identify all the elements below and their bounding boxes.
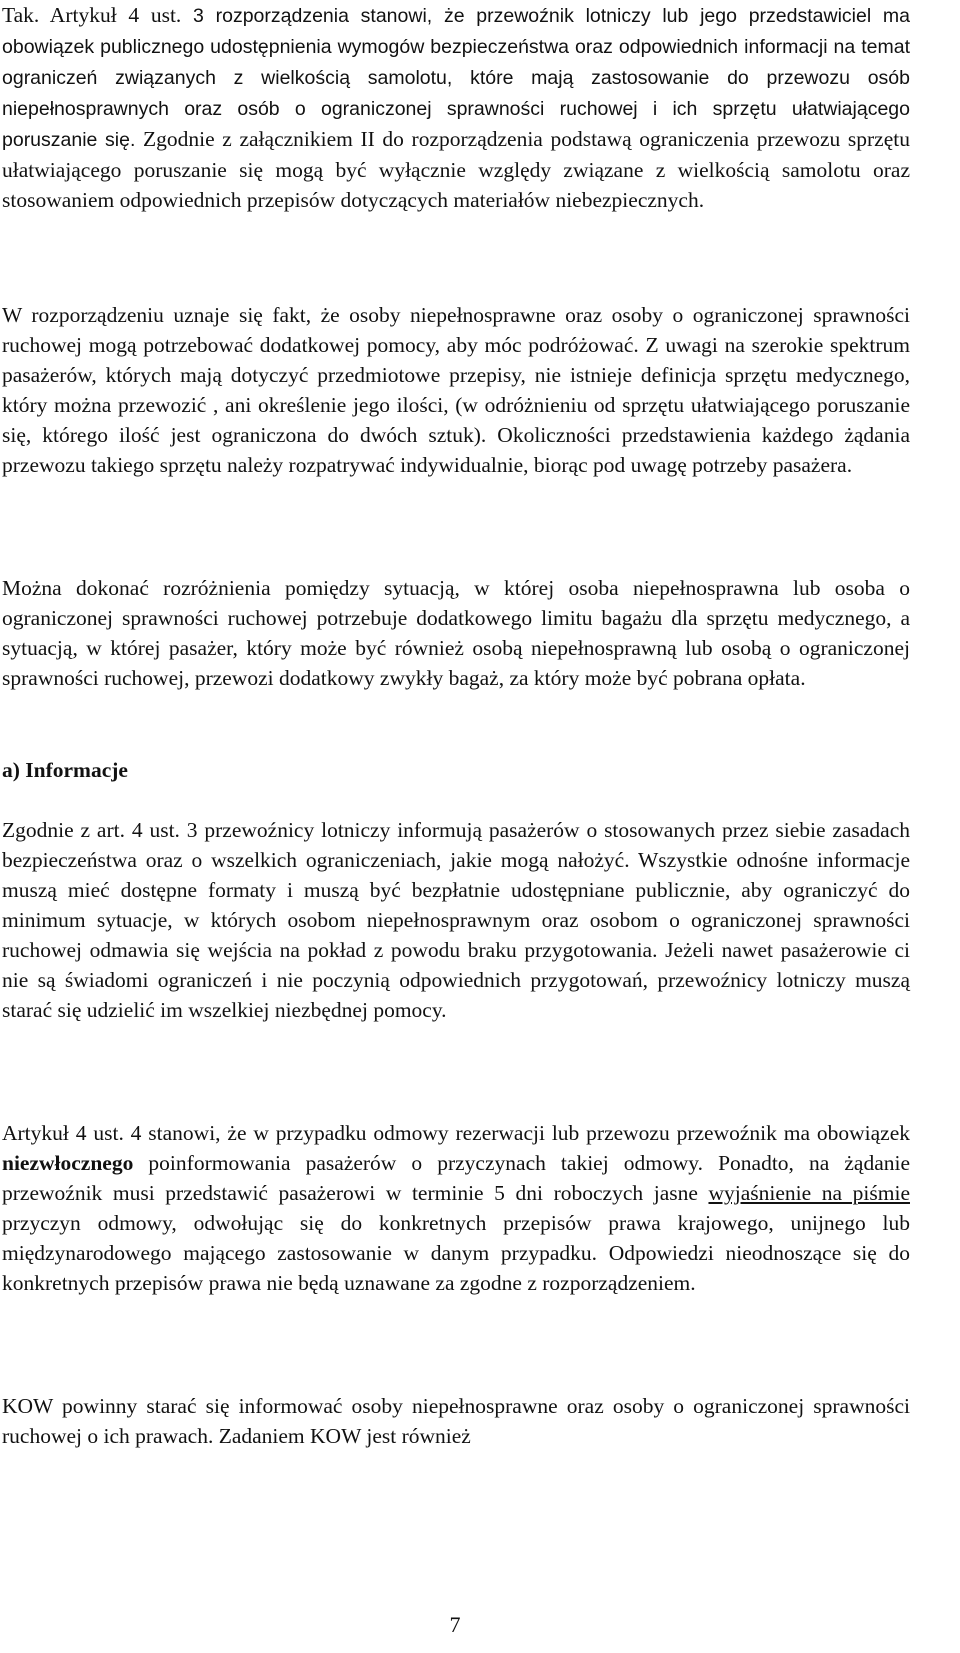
paragraph-carriers-inform: Zgodnie z art. 4 ust. 3 przewoźnicy lotniczy informują pasażerów o stosowanych przez siebie zasadach bezpieczeństwa oraz o wszelkich ograniczeniach, jakie mogą nałożyć. Wszystkie odnośne informacje muszą mieć dostępne formaty i muszą być bezpłatnie udostępniane publicznie, aby ograniczyć do minimum sytuacje, w których osobom niepełnosprawnym oraz osobom o ograniczonej sprawności ruchowej odmawia się wejścia na pokład z powodu braku przygotowania. Jeżeli nawet pasażerowie ci nie są świadomi ograniczeń i nie poczynią odpowiednich przygotowań, przewoźnicy lotniczy muszą starać się udzielić im wszelkiej niezbędnej pomocy.	[2, 818, 910, 1022]
paragraph-refusal-part2: poinformowania pasażerów o przyczynach takiej odmowy. Ponadto, na żądanie przewoźnik musi przedstawić pasażerowi w terminie 5 dni roboczych jasne	[2, 1151, 910, 1205]
paragraph-article-4-3	[2, 0, 910, 215]
paragraph-sans-text: 3 rozporządzenia stanowi, że przewoźnik lotniczy lub jego przedstawiciel ma obowiązek publicznego udostępnienia wymogów bezpieczeństwa oraz odpowiednich informacji na temat ograniczeń związanych z wielkością samolotu, które mają zastosowanie do przewozu osób niepełnosprawnych oraz osób o ograniczonej sprawności ruchowej i ich sprzętu ułatwiającego poruszanie się.	[2, 5, 910, 151]
paragraph-kow-duties: KOW powinny starać się informować osoby niepełnosprawne oraz osoby o ograniczonej sprawności ruchowej o ich prawach. Zadaniem KOW jest również	[2, 1394, 910, 1448]
paragraph-medical-equipment: W rozporządzeniu uznaje się fakt, że osoby niepełnosprawne oraz osoby o ograniczonej sprawności ruchowej mogą potrzebować dodatkowej pomocy, aby móc podróżować. Z uwagi na szerokie spektrum pasażerów, których mają dotyczyć przedmiotowe przepisy, nie istnieje definicja sprzętu medycznego, który można przewozić , ani określenie jego ilości, (w odróżnieniu od sprzętu ułatwiającego poruszanie się, którego ilość jest ograniczona do dwóch sztuk). Okoliczności przedstawienia każdego żądania przewozu takiego sprzętu należy rozpatrywać indywidualnie, biorąc pod uwagę potrzeby pasażera.	[2, 303, 910, 477]
paragraph-intro: Tak. Artykuł 4 ust.	[2, 3, 182, 27]
paragraph-refusal-notice	[2, 1118, 910, 1298]
page-number: 7	[449, 1612, 461, 1637]
paragraph-baggage-distinction: Można dokonać rozróżnienia pomiędzy sytuacją, w której osoba niepełnosprawna lub osoba o ograniczonej sprawności ruchowej potrzebuje dodatkowego limitu bagażu dla sprzętu medycznego, a sytuacją, w której pasażer, który może być również osobą niepełnosprawną lub osobą o ograniczonej sprawności ruchowej, przewozi dodatkowy zwykły bagaż, za który może być pobrana opłata.	[2, 576, 910, 690]
underlined-term-written-explanation: wyjaśnienie na piśmie	[708, 1181, 910, 1205]
paragraph-refusal-part3: przyczyn odmowy, odwołując się do konkretnych przepisów prawa krajowego, unijnego lub międzynarodowego mającego zastosowanie w danym przypadku. Odpowiedzi nieodnoszące się do konkretnych przepisów prawa nie będą uznawane za zgodne z rozporządzeniem.	[2, 1211, 910, 1295]
paragraph-annex-text: Zgodnie z załącznikiem II do rozporządzenia podstawą ograniczenia przewozu sprzętu ułatwiającego poruszanie się mogą być wyłącznie względy związane z wielkością samolotu oraz stosowaniem odpowiednich przepisów dotyczących materiałów niebezpiecznych.	[2, 127, 910, 212]
bold-term-immediate: niezwłocznego	[2, 1151, 134, 1175]
paragraph-refusal-part1: Artykuł 4 ust. 4 stanowi, że w przypadku odmowy rezerwacji lub przewozu przewoźnik ma obowiązek	[2, 1121, 910, 1145]
section-heading-information: a) Informacje	[2, 758, 128, 782]
